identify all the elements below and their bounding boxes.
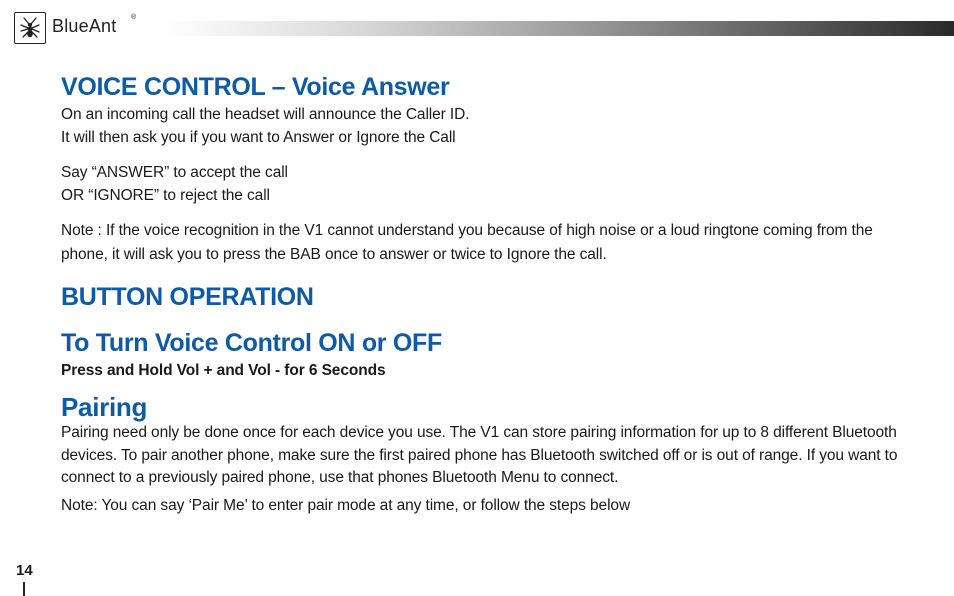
page-number: 14 xyxy=(16,562,33,579)
voice-answer-line-1: On an incoming call the headset will announce the Caller ID. xyxy=(61,106,470,123)
pairing-body: Pairing need only be done once for each device you use. The V1 can store pairing information for up to 8 different Bluetooth devices. To pair another phone, make sure the first paired phone has Bluetooth switched off or is out of range. If you want to connect to a previously paired phone, use that phones Bluetooth Menu to connect. xyxy=(61,424,898,486)
voice-recognition-note: Note : If the voice recognition in the V1 cannot understand you because of high noise or a loud ringtone coming from the phone, it will ask you to press the BAB once to answer or twice to Ignore the call. xyxy=(61,222,873,263)
button-operation-heading: BUTTON OPERATION xyxy=(61,283,314,311)
voice-answer-line-2: It will then ask you if you want to Answer or Ignore the Call xyxy=(61,129,456,146)
page-header xyxy=(14,12,954,46)
voice-answer-heading: VOICE CONTROL – Voice Answer xyxy=(61,73,450,101)
or-ignore-line: OR “IGNORE” to reject the call xyxy=(61,187,270,204)
page-content xyxy=(61,72,906,517)
voice-toggle-instruction: Press and Hold Vol + and Vol - for 6 Seconds xyxy=(61,362,386,379)
page-margin-tick xyxy=(23,582,25,596)
header-gradient-bar xyxy=(164,21,954,36)
brand-name: BlueAnt xyxy=(52,16,117,36)
voice-toggle-heading: To Turn Voice Control ON or OFF xyxy=(61,329,442,357)
registered-mark: ® xyxy=(131,14,137,21)
ant-icon xyxy=(14,12,46,44)
pairing-heading: Pairing xyxy=(61,392,148,422)
pairing-note: Note: You can say ‘Pair Me’ to enter pair mode at any time, or follow the steps below xyxy=(61,496,631,514)
say-answer-line: Say “ANSWER” to accept the call xyxy=(61,164,288,181)
